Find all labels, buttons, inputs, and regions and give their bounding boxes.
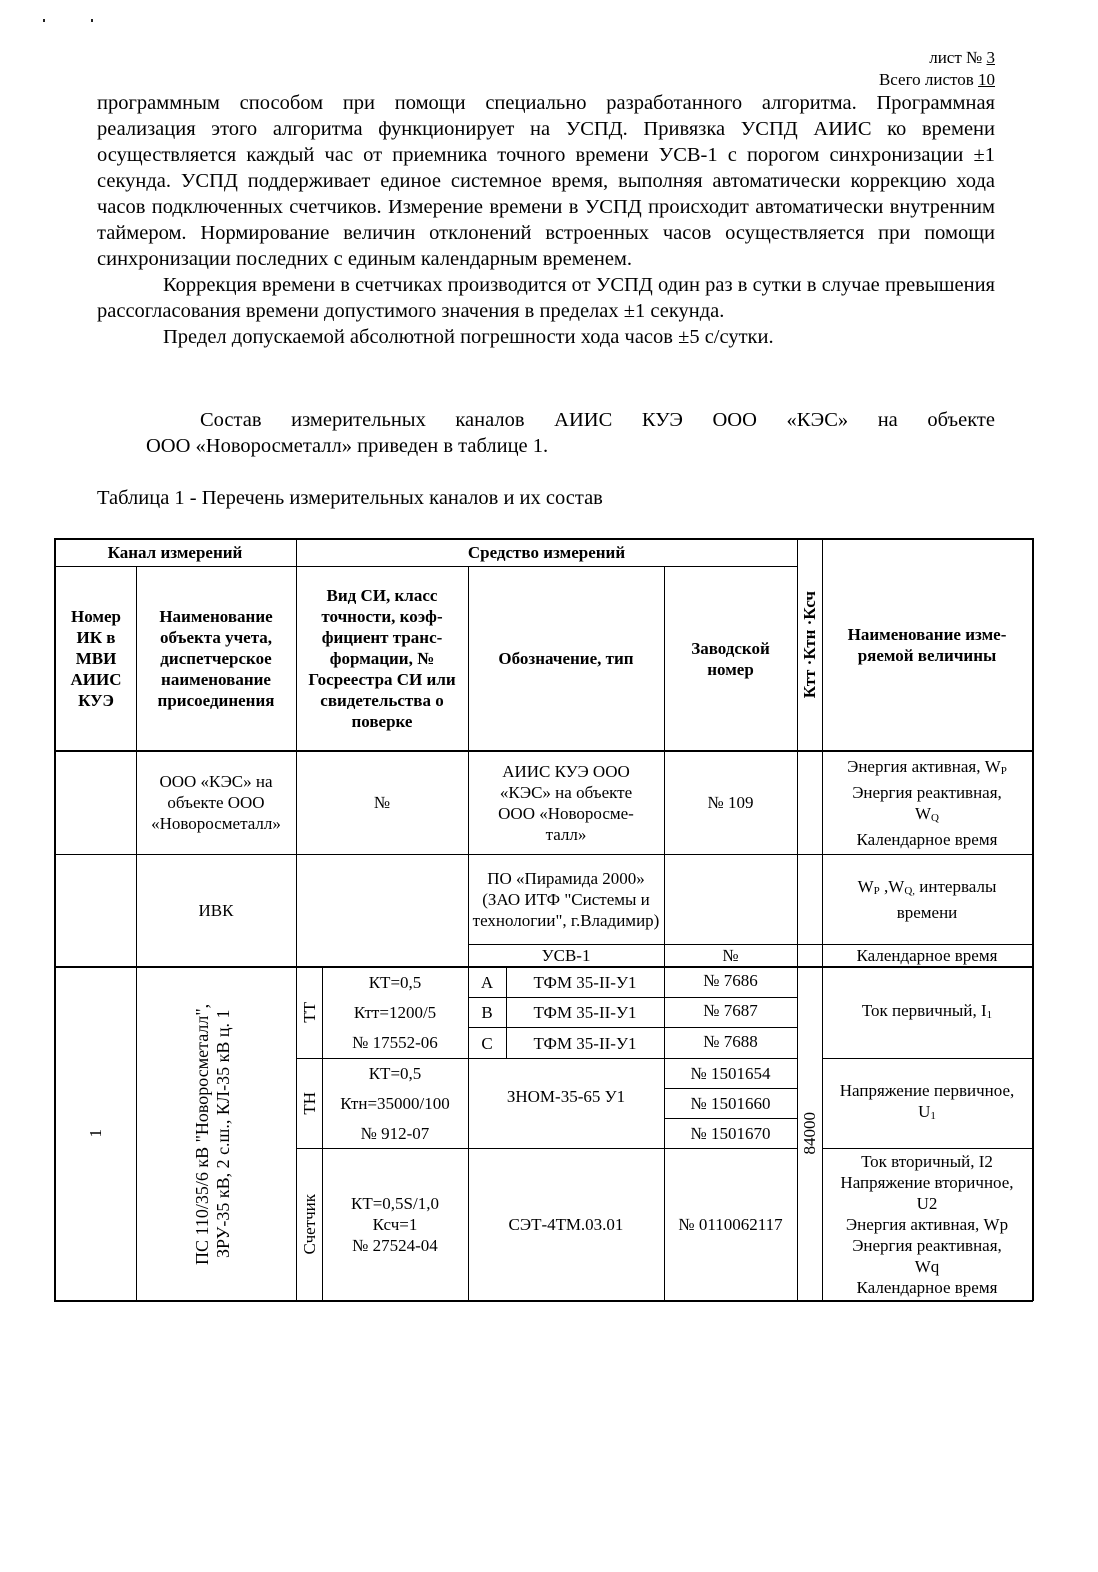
col-header-quantity: Наименование изме-ряемой величины xyxy=(847,624,1007,665)
tt-phase-b: B xyxy=(481,1003,493,1022)
sheet-total-label: Всего листов xyxy=(878,70,974,89)
tt-type-c: ТФМ 35-II-У1 xyxy=(533,1033,637,1053)
tn-specs: КТ=0,5 Ктн=35000/100 № 912-07 xyxy=(340,1063,450,1143)
col-header-si-type: Вид СИ, класс точности, коэф-фициент транс-формации, № Госреестра СИ или свидетельства о поверке xyxy=(308,586,456,731)
col-header-object: Наименование объекта учета, диспетчерское наименование присоединения xyxy=(157,607,275,710)
paragraph-2: Коррекция времени в счетчиках производится от УСПД один раз в сутки в случае превышения рассогласования времени допустимого значения в пределах ±1 секунда. xyxy=(97,274,995,322)
tt-phase-a: A xyxy=(480,972,494,992)
scan-mark xyxy=(43,19,45,22)
tn-label: ТН xyxy=(299,1092,319,1115)
col-header-designation: Обозначение, тип xyxy=(498,649,634,668)
channel-coefficient: 84000 xyxy=(800,1112,819,1155)
system-si-type: № xyxy=(373,793,391,812)
scan-mark xyxy=(91,19,93,22)
paragraph-4 xyxy=(146,407,995,459)
col-header-serial: Заводской номер xyxy=(691,638,770,679)
tn-type: ЗНОМ-35-65 У1 xyxy=(506,1087,626,1106)
sheet-number xyxy=(929,47,995,69)
paragraph-4-line-1: Состав измерительных каналов АИИС КУЭ ООО «КЭС» на объекте xyxy=(200,409,995,431)
sheet-total xyxy=(879,69,995,91)
usv-quantity: Календарное время xyxy=(856,946,998,965)
sheet-total-value: 10 xyxy=(978,70,995,89)
meter-serial: № 0110062117 xyxy=(678,1215,783,1234)
channel-object-name: ПС 110/35/6 кВ "Новоросметалл", ЗРУ-35 кВ, 2 с.ш., КЛ-35 кВ ц. 1 xyxy=(192,1002,233,1265)
coefficient-label: Ктт ·Ктн ·Ксч xyxy=(800,590,819,699)
tn-serial-2: № 1501660 xyxy=(690,1094,771,1113)
body-text xyxy=(97,90,995,350)
ivk-object-name: ИВК xyxy=(198,901,234,920)
tn-serial-3: № 1501670 xyxy=(690,1124,771,1143)
usv-serial: № xyxy=(722,946,739,965)
tt-specs: КТ=0,5 Ктт=1200/5 № 17552-06 xyxy=(352,972,438,1052)
system-object-name: ООО «КЭС» на объекте ООО «Новоросметалл» xyxy=(151,772,281,833)
col-header-number: Номер ИК в МВИ АИИС КУЭ xyxy=(70,607,122,710)
ivk-quantity: $W_P$ $,W_{Q,}$ интервалы времени xyxy=(857,877,997,922)
meter-label: Счетчик xyxy=(299,1194,319,1255)
system-serial: № 109 xyxy=(707,793,754,812)
system-designation: АИИС КУЭ ООО «КЭС» на объекте ООО «Новоросме-талл» xyxy=(498,761,634,844)
ivk-designation: ПО «Пирамида 2000» (ЗАО ИТФ "Системы и технологии", г.Владимир) xyxy=(472,869,660,930)
tn-serial-1: № 1501654 xyxy=(690,1064,771,1083)
tt-label: ТТ xyxy=(299,1002,319,1023)
paragraph-1: программным способом при помощи специально разработанного алгоритма. Программная реализация этого алгоритма функционирует на УСПД. Привязка УСПД АИИС ко времени осуществляется каждый час от приемника точного времени УСВ-1 с порогом синхронизации ±1 секунда. УСПД поддерживает единое системное время, выполняя автоматически коррекцию хода часов подключенных счетчиков. Измерение времени в УСПД происходит автоматически внутренним таймером. Нормирование величин отклонений встроенных часов осуществляется при помощи синхронизации последних с единым календарным временем. xyxy=(97,92,995,270)
header-instrument: Средство измерений xyxy=(467,543,626,562)
usv-designation: УСВ-1 xyxy=(541,946,591,965)
tt-phase-c: C xyxy=(481,1033,493,1053)
tt-type-a: ТФМ 35-II-У1 xyxy=(533,972,637,992)
system-quantity: Энергия активная, $W_P$ Энергия реактивная, $W_Q$ Календарное время xyxy=(847,756,1007,849)
channel-number: 1 xyxy=(85,1129,105,1138)
sheet-label: лист № xyxy=(929,48,983,67)
table-caption: Таблица 1 - Перечень измерительных каналов и их состав xyxy=(97,487,603,509)
tt-serial-b: № 7687 xyxy=(703,1001,758,1020)
meter-type: СЭТ-4ТМ.03.01 xyxy=(508,1215,624,1234)
meter-quantities: Ток вторичный, I2 Напряжение вторичное, U2 Энергия активная, Wp Энергия реактивная, Wq Календарное время xyxy=(840,1152,1014,1297)
tt-serial-a: № 7686 xyxy=(703,970,758,990)
meter-specs: КТ=0,5S/1,0 Ксч=1 № 27524-04 xyxy=(351,1194,439,1255)
col-header-coefficient xyxy=(797,539,822,750)
paragraph-3: Предел допускаемой абсолютной погрешности хода часов ±5 с/сутки. xyxy=(163,326,774,348)
tn-quantity: Напряжение первичное, $U_1$ xyxy=(839,1081,1015,1122)
tt-serial-c: № 7688 xyxy=(703,1031,758,1051)
tt-quantity: Ток первичный, $I_1$ xyxy=(861,1000,993,1021)
header-channel: Канал измерений xyxy=(107,543,243,562)
sheet-number-value: 3 xyxy=(986,48,995,67)
tt-type-b: ТФМ 35-II-У1 xyxy=(533,1003,637,1022)
paragraph-4-line-2: ООО «Новоросметалл» приведен в таблице 1. xyxy=(146,435,549,457)
